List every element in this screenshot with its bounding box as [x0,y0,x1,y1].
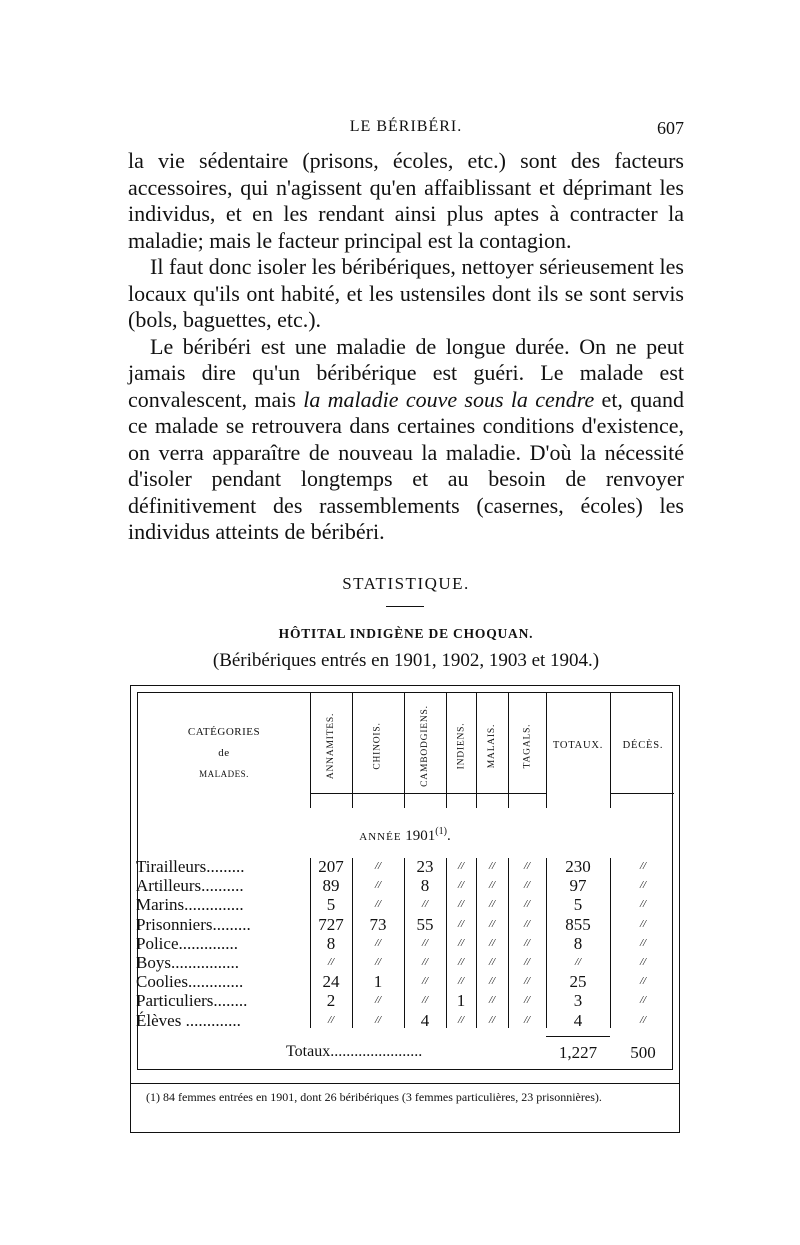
row-cell: // [421,956,429,968]
table-row [0,876,800,895]
row-cell: // [488,898,496,911]
header-bottom-rule-2 [610,793,674,794]
category-header-line3: MALADES. [199,769,249,779]
category-header [142,722,306,785]
table-row [0,991,800,1010]
row-cell: 5 [326,895,336,915]
row-cell: 8 [420,876,430,896]
row-cell: // [523,936,531,949]
row-label: Police.............. [136,933,238,953]
row-label: Boys................ [136,953,239,972]
year-note: (1) [435,826,447,837]
col-header-totaux: TOTAUX. [552,740,604,751]
row-label: Coolies............. [136,972,244,992]
row-cell: // [421,898,429,911]
page-number: 607 [657,118,684,138]
table-title: HÔTITAL INDIGÈNE DE CHOQUAN. [278,626,534,641]
row-deaths: // [639,898,647,911]
row-deaths: // [639,994,647,1007]
row-cell: // [488,879,496,892]
row-cell: 4 [420,1010,430,1030]
body-text [128,148,684,546]
table-row [0,1011,800,1030]
row-cell: // [457,956,465,968]
col-header-annamites: ANNAMITES. [326,712,337,780]
year-prefix: ANNÉE [359,831,402,843]
table-row [0,953,800,972]
row-label: Particuliers........ [136,991,248,1011]
row-cell: // [327,956,335,968]
section-title: STATISTIQUE. [342,574,470,593]
col-sep [352,692,353,808]
table-row [0,915,800,934]
col-header-malais: MALAIS. [487,723,497,769]
row-cell: // [488,936,496,949]
row-deaths: // [639,879,647,892]
header-bottom-rule [310,793,546,794]
row-cell: // [523,860,531,872]
row-cell: // [523,898,531,911]
row-cell: 207 [318,857,344,876]
row-cell: // [488,994,496,1007]
row-total: 8 [573,933,583,953]
row-cell: // [488,917,496,930]
row-deaths: // [639,860,647,872]
paragraph-3-after: et, quand ce malade se retrouvera dans certaines conditions d'existence, on verra apparaître de nouveau la maladie. D'où la nécessité d'isoler pendant longtemps et au besoin de renvoyer définitivement des rassemblements (casernes, écoles) les individus atteints de béribéri. [128,386,684,544]
row-total: // [574,956,582,968]
row-total: 5 [573,895,583,915]
row-deaths: // [639,956,647,968]
row-cell: // [421,975,429,988]
row-cell: // [327,1013,335,1026]
totals-label: Totaux....................... [286,1043,423,1060]
table-row [0,972,800,991]
year-label [130,826,680,845]
row-cell: // [374,879,382,892]
row-label: Artilleurs.......... [136,876,244,896]
col-header-deces: DÉCÈS. [622,740,664,751]
table-row [0,895,800,914]
row-cell: // [488,1013,496,1026]
table-subtitle: (Béribériques entrés en 1901, 1902, 1903 et 1904.) [212,650,600,671]
row-cell: 55 [416,914,434,934]
col-header-cambodgiens: CAMBODGIENS. [420,705,430,787]
row-cell: // [523,956,531,968]
row-cell: // [374,860,382,872]
col-sep [446,692,447,808]
row-cell: // [488,956,496,968]
row-label: Élèves ............. [136,1010,241,1030]
col-header-indiens: INDIENS. [456,722,466,770]
col-sep [310,692,311,808]
row-total: 230 [565,857,591,876]
paragraph-3-italic: la maladie couve sous la cendre [303,386,595,412]
row-cell: 73 [369,914,387,934]
row-cell: // [374,898,382,911]
category-header-line1: CATÉGORIES [187,726,261,738]
row-deaths: // [639,975,647,988]
row-cell: // [488,975,496,988]
row-total: 97 [569,876,587,896]
row-cell: // [457,898,465,911]
row-total: 3 [573,991,583,1011]
row-cell: 24 [322,972,340,992]
col-header-chinois: CHINOIS. [373,722,383,770]
row-total: 4 [573,1010,583,1030]
section-rule [386,606,424,607]
row-cell: // [374,956,382,968]
col-header-tagals: TAGALS. [522,723,532,769]
row-label: Prisonniers......... [136,914,251,934]
running-head [128,118,684,142]
row-cell: 23 [416,857,434,876]
category-header-line2: de [218,747,230,759]
grand-total: 1,227 [558,1043,598,1062]
row-cell: // [421,994,429,1007]
row-cell: // [523,994,531,1007]
row-cell: // [523,917,531,930]
running-title: LE BÉRIBÉRI. [349,118,463,135]
table-row [0,934,800,953]
row-cell: // [374,1013,382,1026]
paragraph-3-before: Le béribéri est une maladie de longue durée. On ne peut jamais dire qu'un béribérique est guéri. Le malade est convalescent, mais [128,333,684,412]
paragraph-3 [128,334,684,546]
table-row [0,857,800,876]
row-cell: 1 [373,972,383,992]
row-cell: 1 [456,991,466,1011]
deaths-total: 500 [630,1043,656,1062]
row-cell: // [488,860,496,872]
paragraph-1: la vie sédentaire (prisons, écoles, etc.) sont des facteurs accessoires, qui n'agissent qu'en affaiblissant et déprimant les individus, et en les rendant ainsi plus aptes à contracter la maladie; mais le facteur principal est la contagion. [128,148,684,253]
row-cell: 89 [322,876,340,896]
row-cell: 2 [326,991,336,1011]
row-deaths: // [639,917,647,930]
row-label: Tirailleurs......... [136,857,245,876]
row-cell: // [457,860,465,872]
row-cell: // [457,975,465,988]
year-value: 1901 [405,828,436,844]
row-cell: // [457,1013,465,1026]
row-cell: // [374,994,382,1007]
totals-top-rule [546,1036,610,1037]
row-deaths: // [639,1013,647,1026]
row-total: 855 [565,914,591,934]
col-sep [508,692,509,808]
row-cell: // [421,936,429,949]
row-cell: // [374,936,382,949]
row-cell: // [457,917,465,930]
footnote: (1) 84 femmes entrées en 1901, dont 26 béribériques (3 femmes particulières, 23 prisonnières). [146,1090,602,1104]
col-sep [404,692,405,808]
row-label: Marins.............. [136,895,244,915]
row-deaths: // [639,936,647,949]
row-cell: 727 [318,914,344,934]
row-cell: 8 [326,933,336,953]
year-suffix: . [446,828,451,844]
row-cell: // [457,879,465,892]
paragraph-2: Il faut donc isoler les béribériques, nettoyer sérieusement les locaux qu'ils ont habité, et les ustensiles dont ils se sont servis (bols, baguettes, etc.). [128,254,684,332]
row-cell: // [523,975,531,988]
footnote-divider [130,1083,680,1084]
row-cell: // [523,879,531,892]
row-cell: // [457,936,465,949]
row-total: 25 [569,972,587,992]
row-cell: // [523,1013,531,1026]
col-sep [476,692,477,808]
